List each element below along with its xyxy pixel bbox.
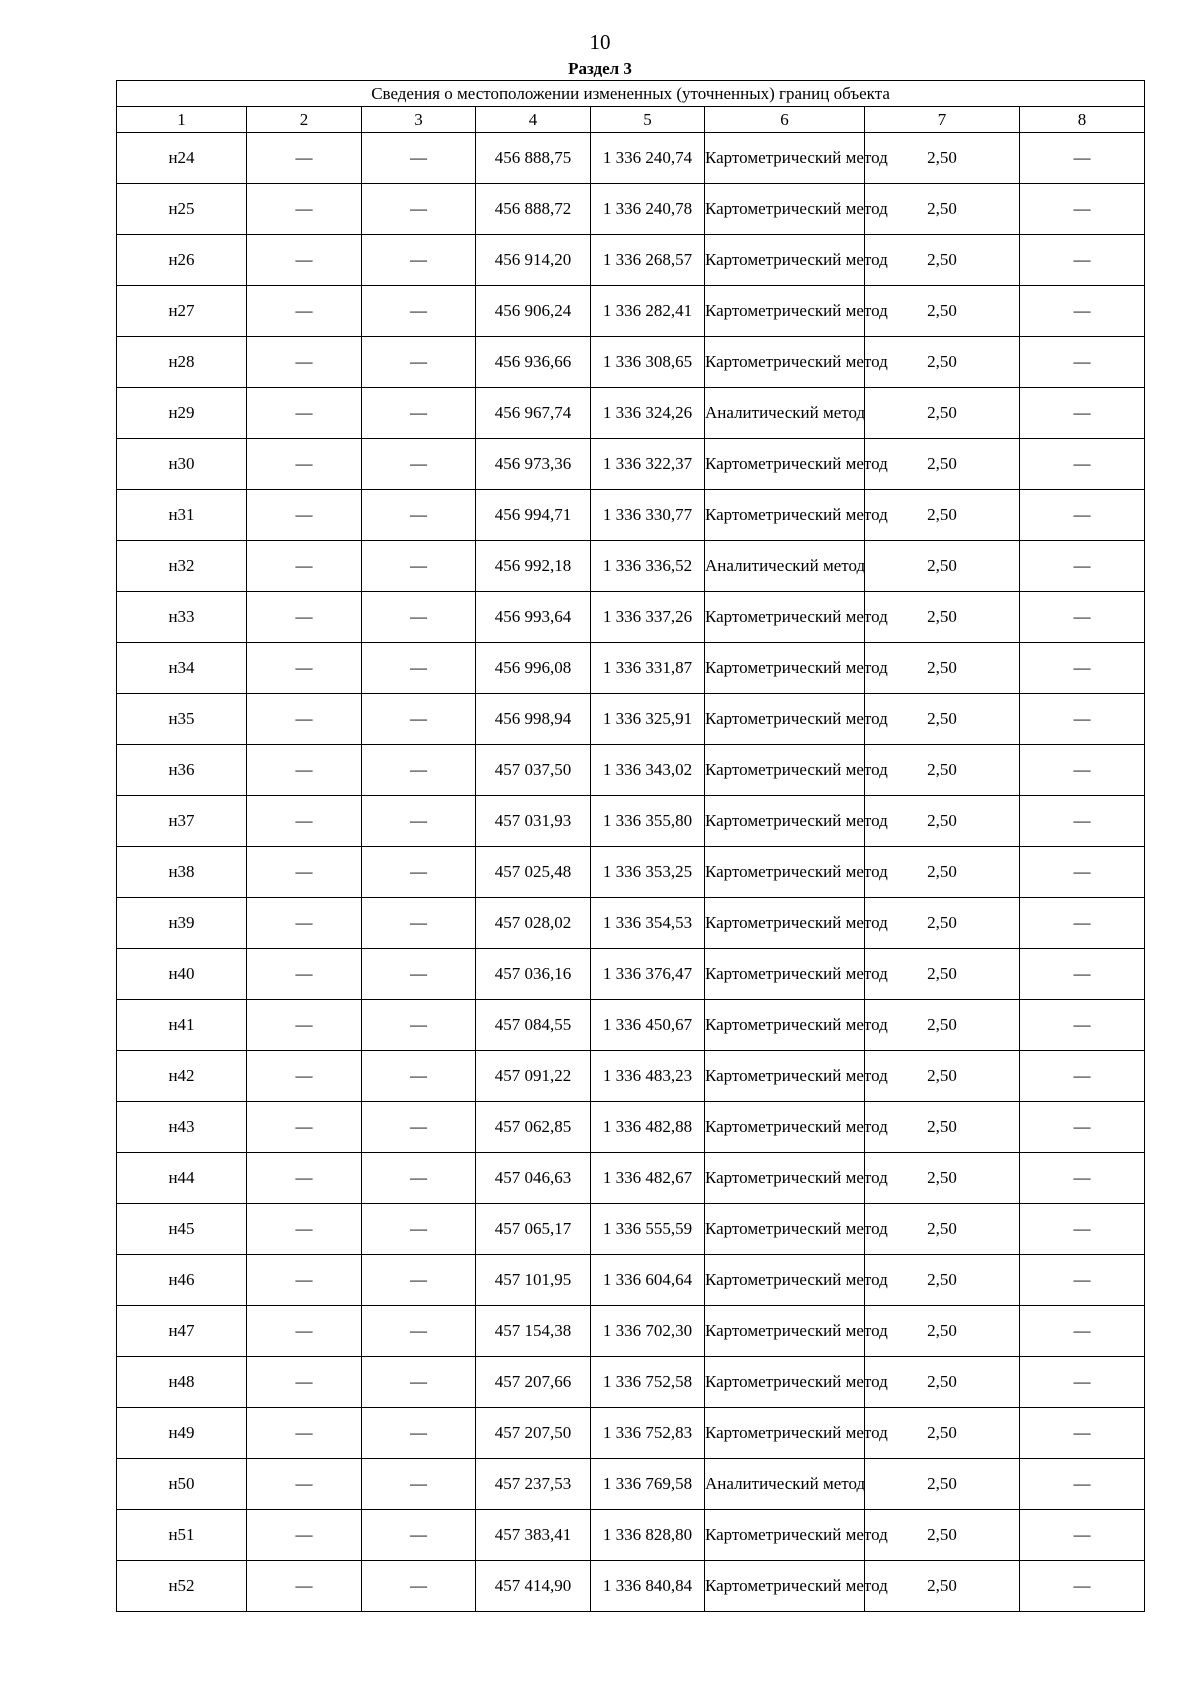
method-cell: Картометрический метод bbox=[705, 847, 865, 898]
col-3-cell: — bbox=[362, 490, 476, 541]
x-coordinate-cell: 457 207,66 bbox=[476, 1357, 591, 1408]
y-coordinate-cell: 1 336 483,23 bbox=[591, 1051, 705, 1102]
col-8-cell: — bbox=[1020, 541, 1145, 592]
point-number-cell: н25 bbox=[117, 184, 247, 235]
col-8-cell: — bbox=[1020, 745, 1145, 796]
table-row bbox=[117, 949, 1145, 1000]
table-caption: Сведения о местоположении измененных (уточненных) границ объекта bbox=[117, 81, 1145, 107]
col-2-cell: — bbox=[247, 541, 362, 592]
col-8-cell: — bbox=[1020, 1357, 1145, 1408]
col-8-cell: — bbox=[1020, 1561, 1145, 1612]
x-coordinate-cell: 457 037,50 bbox=[476, 745, 591, 796]
x-coordinate-cell: 456 993,64 bbox=[476, 592, 591, 643]
method-cell: Картометрический метод bbox=[705, 643, 865, 694]
x-coordinate-cell: 456 906,24 bbox=[476, 286, 591, 337]
accuracy-cell: 2,50 bbox=[865, 898, 1020, 949]
method-cell: Картометрический метод bbox=[705, 592, 865, 643]
x-coordinate-cell: 457 091,22 bbox=[476, 1051, 591, 1102]
col-2-cell: — bbox=[247, 1306, 362, 1357]
col-8-cell: — bbox=[1020, 1051, 1145, 1102]
col-8-cell: — bbox=[1020, 490, 1145, 541]
table-row bbox=[117, 490, 1145, 541]
col-2-cell: — bbox=[247, 1255, 362, 1306]
method-cell: Картометрический метод bbox=[705, 286, 865, 337]
point-number-cell: н27 bbox=[117, 286, 247, 337]
col-2-cell: — bbox=[247, 1000, 362, 1051]
x-coordinate-cell: 457 062,85 bbox=[476, 1102, 591, 1153]
point-number-cell: н49 bbox=[117, 1408, 247, 1459]
y-coordinate-cell: 1 336 769,58 bbox=[591, 1459, 705, 1510]
column-number: 8 bbox=[1020, 107, 1145, 133]
x-coordinate-cell: 457 383,41 bbox=[476, 1510, 591, 1561]
col-2-cell: — bbox=[247, 439, 362, 490]
y-coordinate-cell: 1 336 376,47 bbox=[591, 949, 705, 1000]
point-number-cell: н40 bbox=[117, 949, 247, 1000]
col-2-cell: — bbox=[247, 1561, 362, 1612]
point-number-cell: н42 bbox=[117, 1051, 247, 1102]
col-2-cell: — bbox=[247, 388, 362, 439]
table-row bbox=[117, 1306, 1145, 1357]
table-row bbox=[117, 1561, 1145, 1612]
accuracy-cell: 2,50 bbox=[865, 1000, 1020, 1051]
point-number-cell: н33 bbox=[117, 592, 247, 643]
table-body bbox=[117, 133, 1145, 1612]
point-number-cell: н47 bbox=[117, 1306, 247, 1357]
col-3-cell: — bbox=[362, 184, 476, 235]
col-2-cell: — bbox=[247, 1408, 362, 1459]
point-number-cell: н41 bbox=[117, 1000, 247, 1051]
col-3-cell: — bbox=[362, 1051, 476, 1102]
table-row bbox=[117, 337, 1145, 388]
col-8-cell: — bbox=[1020, 592, 1145, 643]
point-number-cell: н32 bbox=[117, 541, 247, 592]
col-8-cell: — bbox=[1020, 796, 1145, 847]
x-coordinate-cell: 456 888,72 bbox=[476, 184, 591, 235]
table-row bbox=[117, 235, 1145, 286]
table-row bbox=[117, 1510, 1145, 1561]
point-number-cell: н44 bbox=[117, 1153, 247, 1204]
point-number-cell: н45 bbox=[117, 1204, 247, 1255]
accuracy-cell: 2,50 bbox=[865, 1408, 1020, 1459]
accuracy-cell: 2,50 bbox=[865, 796, 1020, 847]
col-3-cell: — bbox=[362, 1255, 476, 1306]
x-coordinate-cell: 456 998,94 bbox=[476, 694, 591, 745]
x-coordinate-cell: 456 996,08 bbox=[476, 643, 591, 694]
point-number-cell: н36 bbox=[117, 745, 247, 796]
col-3-cell: — bbox=[362, 745, 476, 796]
point-number-cell: н50 bbox=[117, 1459, 247, 1510]
col-3-cell: — bbox=[362, 1306, 476, 1357]
method-cell: Картометрический метод bbox=[705, 745, 865, 796]
col-3-cell: — bbox=[362, 337, 476, 388]
col-8-cell: — bbox=[1020, 898, 1145, 949]
column-number-row bbox=[117, 107, 1145, 133]
method-cell: Картометрический метод bbox=[705, 796, 865, 847]
col-3-cell: — bbox=[362, 1459, 476, 1510]
y-coordinate-cell: 1 336 752,83 bbox=[591, 1408, 705, 1459]
col-2-cell: — bbox=[247, 1510, 362, 1561]
method-cell: Картометрический метод bbox=[705, 1204, 865, 1255]
accuracy-cell: 2,50 bbox=[865, 1561, 1020, 1612]
y-coordinate-cell: 1 336 330,77 bbox=[591, 490, 705, 541]
x-coordinate-cell: 457 084,55 bbox=[476, 1000, 591, 1051]
col-2-cell: — bbox=[247, 1459, 362, 1510]
x-coordinate-cell: 457 414,90 bbox=[476, 1561, 591, 1612]
y-coordinate-cell: 1 336 355,80 bbox=[591, 796, 705, 847]
point-number-cell: н43 bbox=[117, 1102, 247, 1153]
col-8-cell: — bbox=[1020, 1255, 1145, 1306]
point-number-cell: н31 bbox=[117, 490, 247, 541]
col-8-cell: — bbox=[1020, 694, 1145, 745]
x-coordinate-cell: 457 101,95 bbox=[476, 1255, 591, 1306]
col-8-cell: — bbox=[1020, 1510, 1145, 1561]
y-coordinate-cell: 1 336 604,64 bbox=[591, 1255, 705, 1306]
method-cell: Картометрический метод bbox=[705, 1561, 865, 1612]
col-2-cell: — bbox=[247, 592, 362, 643]
y-coordinate-cell: 1 336 354,53 bbox=[591, 898, 705, 949]
method-cell: Картометрический метод bbox=[705, 1357, 865, 1408]
col-8-cell: — bbox=[1020, 286, 1145, 337]
method-cell: Картометрический метод bbox=[705, 133, 865, 184]
accuracy-cell: 2,50 bbox=[865, 745, 1020, 796]
method-cell: Картометрический метод bbox=[705, 235, 865, 286]
y-coordinate-cell: 1 336 482,67 bbox=[591, 1153, 705, 1204]
page-number: 10 bbox=[589, 30, 611, 54]
y-coordinate-cell: 1 336 324,26 bbox=[591, 388, 705, 439]
col-2-cell: — bbox=[247, 133, 362, 184]
table-row bbox=[117, 286, 1145, 337]
point-number-cell: н34 bbox=[117, 643, 247, 694]
table-row bbox=[117, 1357, 1145, 1408]
accuracy-cell: 2,50 bbox=[865, 337, 1020, 388]
col-3-cell: — bbox=[362, 1357, 476, 1408]
col-8-cell: — bbox=[1020, 1000, 1145, 1051]
point-number-cell: н24 bbox=[117, 133, 247, 184]
accuracy-cell: 2,50 bbox=[865, 694, 1020, 745]
table-row bbox=[117, 898, 1145, 949]
table-row bbox=[117, 388, 1145, 439]
method-cell: Картометрический метод bbox=[705, 439, 865, 490]
col-2-cell: — bbox=[247, 286, 362, 337]
x-coordinate-cell: 456 914,20 bbox=[476, 235, 591, 286]
col-2-cell: — bbox=[247, 184, 362, 235]
col-3-cell: — bbox=[362, 1561, 476, 1612]
col-8-cell: — bbox=[1020, 1459, 1145, 1510]
table-row bbox=[117, 1102, 1145, 1153]
col-8-cell: — bbox=[1020, 643, 1145, 694]
x-coordinate-cell: 457 154,38 bbox=[476, 1306, 591, 1357]
method-cell: Картометрический метод bbox=[705, 337, 865, 388]
col-2-cell: — bbox=[247, 1102, 362, 1153]
y-coordinate-cell: 1 336 840,84 bbox=[591, 1561, 705, 1612]
accuracy-cell: 2,50 bbox=[865, 592, 1020, 643]
point-number-cell: н26 bbox=[117, 235, 247, 286]
method-cell: Картометрический метод bbox=[705, 1255, 865, 1306]
col-3-cell: — bbox=[362, 1204, 476, 1255]
point-number-cell: н51 bbox=[117, 1510, 247, 1561]
col-2-cell: — bbox=[247, 1051, 362, 1102]
point-number-cell: н29 bbox=[117, 388, 247, 439]
y-coordinate-cell: 1 336 353,25 bbox=[591, 847, 705, 898]
y-coordinate-cell: 1 336 828,80 bbox=[591, 1510, 705, 1561]
method-cell: Аналитический метод bbox=[705, 388, 865, 439]
col-8-cell: — bbox=[1020, 1102, 1145, 1153]
x-coordinate-cell: 456 994,71 bbox=[476, 490, 591, 541]
accuracy-cell: 2,50 bbox=[865, 1255, 1020, 1306]
method-cell: Картометрический метод bbox=[705, 1306, 865, 1357]
point-number-cell: н37 bbox=[117, 796, 247, 847]
method-cell: Картометрический метод bbox=[705, 490, 865, 541]
y-coordinate-cell: 1 336 325,91 bbox=[591, 694, 705, 745]
col-2-cell: — bbox=[247, 490, 362, 541]
col-3-cell: — bbox=[362, 796, 476, 847]
y-coordinate-cell: 1 336 282,41 bbox=[591, 286, 705, 337]
x-coordinate-cell: 457 065,17 bbox=[476, 1204, 591, 1255]
method-cell: Аналитический метод bbox=[705, 1459, 865, 1510]
accuracy-cell: 2,50 bbox=[865, 235, 1020, 286]
accuracy-cell: 2,50 bbox=[865, 1204, 1020, 1255]
y-coordinate-cell: 1 336 752,58 bbox=[591, 1357, 705, 1408]
col-8-cell: — bbox=[1020, 1408, 1145, 1459]
method-cell: Картометрический метод bbox=[705, 694, 865, 745]
col-3-cell: — bbox=[362, 1510, 476, 1561]
accuracy-cell: 2,50 bbox=[865, 847, 1020, 898]
col-2-cell: — bbox=[247, 1153, 362, 1204]
y-coordinate-cell: 1 336 308,65 bbox=[591, 337, 705, 388]
method-cell: Картометрический метод bbox=[705, 184, 865, 235]
point-number-cell: н28 bbox=[117, 337, 247, 388]
point-number-cell: н38 bbox=[117, 847, 247, 898]
col-3-cell: — bbox=[362, 1000, 476, 1051]
column-number: 5 bbox=[591, 107, 705, 133]
accuracy-cell: 2,50 bbox=[865, 133, 1020, 184]
method-cell: Картометрический метод bbox=[705, 1102, 865, 1153]
col-3-cell: — bbox=[362, 235, 476, 286]
col-3-cell: — bbox=[362, 643, 476, 694]
y-coordinate-cell: 1 336 482,88 bbox=[591, 1102, 705, 1153]
accuracy-cell: 2,50 bbox=[865, 541, 1020, 592]
y-coordinate-cell: 1 336 343,02 bbox=[591, 745, 705, 796]
col-3-cell: — bbox=[362, 847, 476, 898]
col-2-cell: — bbox=[247, 1357, 362, 1408]
col-3-cell: — bbox=[362, 541, 476, 592]
table-row bbox=[117, 1255, 1145, 1306]
table-row bbox=[117, 184, 1145, 235]
col-2-cell: — bbox=[247, 694, 362, 745]
method-cell: Картометрический метод bbox=[705, 1153, 865, 1204]
col-3-cell: — bbox=[362, 1408, 476, 1459]
col-8-cell: — bbox=[1020, 133, 1145, 184]
table-row bbox=[117, 1153, 1145, 1204]
y-coordinate-cell: 1 336 450,67 bbox=[591, 1000, 705, 1051]
point-number-cell: н39 bbox=[117, 898, 247, 949]
col-8-cell: — bbox=[1020, 949, 1145, 1000]
col-8-cell: — bbox=[1020, 439, 1145, 490]
point-number-cell: н35 bbox=[117, 694, 247, 745]
col-2-cell: — bbox=[247, 337, 362, 388]
column-number: 3 bbox=[362, 107, 476, 133]
point-number-cell: н30 bbox=[117, 439, 247, 490]
table-row bbox=[117, 745, 1145, 796]
accuracy-cell: 2,50 bbox=[865, 286, 1020, 337]
boundary-coordinates-table bbox=[116, 80, 1145, 1612]
col-3-cell: — bbox=[362, 898, 476, 949]
method-cell: Картометрический метод bbox=[705, 1000, 865, 1051]
col-2-cell: — bbox=[247, 1204, 362, 1255]
section-title: Раздел 3 bbox=[568, 59, 632, 78]
accuracy-cell: 2,50 bbox=[865, 949, 1020, 1000]
table-row bbox=[117, 694, 1145, 745]
table-row bbox=[117, 133, 1145, 184]
col-8-cell: — bbox=[1020, 184, 1145, 235]
col-3-cell: — bbox=[362, 1102, 476, 1153]
table-row bbox=[117, 847, 1145, 898]
accuracy-cell: 2,50 bbox=[865, 1306, 1020, 1357]
col-8-cell: — bbox=[1020, 388, 1145, 439]
x-coordinate-cell: 457 028,02 bbox=[476, 898, 591, 949]
col-2-cell: — bbox=[247, 235, 362, 286]
table-row bbox=[117, 1051, 1145, 1102]
col-2-cell: — bbox=[247, 898, 362, 949]
col-3-cell: — bbox=[362, 592, 476, 643]
accuracy-cell: 2,50 bbox=[865, 388, 1020, 439]
method-cell: Картометрический метод bbox=[705, 1510, 865, 1561]
accuracy-cell: 2,50 bbox=[865, 1051, 1020, 1102]
accuracy-cell: 2,50 bbox=[865, 1510, 1020, 1561]
table-row bbox=[117, 643, 1145, 694]
y-coordinate-cell: 1 336 240,74 bbox=[591, 133, 705, 184]
method-cell: Картометрический метод bbox=[705, 1051, 865, 1102]
col-2-cell: — bbox=[247, 949, 362, 1000]
table-row bbox=[117, 592, 1145, 643]
table-row bbox=[117, 796, 1145, 847]
col-8-cell: — bbox=[1020, 337, 1145, 388]
col-3-cell: — bbox=[362, 286, 476, 337]
x-coordinate-cell: 456 888,75 bbox=[476, 133, 591, 184]
table-row bbox=[117, 1204, 1145, 1255]
col-3-cell: — bbox=[362, 1153, 476, 1204]
column-number: 4 bbox=[476, 107, 591, 133]
accuracy-cell: 2,50 bbox=[865, 1102, 1020, 1153]
accuracy-cell: 2,50 bbox=[865, 184, 1020, 235]
y-coordinate-cell: 1 336 240,78 bbox=[591, 184, 705, 235]
y-coordinate-cell: 1 336 331,87 bbox=[591, 643, 705, 694]
table-row bbox=[117, 1408, 1145, 1459]
col-2-cell: — bbox=[247, 847, 362, 898]
y-coordinate-cell: 1 336 268,57 bbox=[591, 235, 705, 286]
x-coordinate-cell: 457 207,50 bbox=[476, 1408, 591, 1459]
x-coordinate-cell: 456 936,66 bbox=[476, 337, 591, 388]
point-number-cell: н46 bbox=[117, 1255, 247, 1306]
x-coordinate-cell: 457 025,48 bbox=[476, 847, 591, 898]
col-3-cell: — bbox=[362, 949, 476, 1000]
column-number: 1 bbox=[117, 107, 247, 133]
col-8-cell: — bbox=[1020, 1204, 1145, 1255]
point-number-cell: н48 bbox=[117, 1357, 247, 1408]
col-2-cell: — bbox=[247, 796, 362, 847]
table-row bbox=[117, 439, 1145, 490]
point-number-cell: н52 bbox=[117, 1561, 247, 1612]
y-coordinate-cell: 1 336 555,59 bbox=[591, 1204, 705, 1255]
accuracy-cell: 2,50 bbox=[865, 1153, 1020, 1204]
col-8-cell: — bbox=[1020, 235, 1145, 286]
method-cell: Картометрический метод bbox=[705, 898, 865, 949]
accuracy-cell: 2,50 bbox=[865, 439, 1020, 490]
table-row bbox=[117, 541, 1145, 592]
col-8-cell: — bbox=[1020, 1153, 1145, 1204]
y-coordinate-cell: 1 336 322,37 bbox=[591, 439, 705, 490]
col-8-cell: — bbox=[1020, 847, 1145, 898]
col-3-cell: — bbox=[362, 694, 476, 745]
x-coordinate-cell: 457 046,63 bbox=[476, 1153, 591, 1204]
accuracy-cell: 2,50 bbox=[865, 1459, 1020, 1510]
column-number: 2 bbox=[247, 107, 362, 133]
table-row bbox=[117, 1000, 1145, 1051]
col-3-cell: — bbox=[362, 388, 476, 439]
method-cell: Аналитический метод bbox=[705, 541, 865, 592]
x-coordinate-cell: 456 973,36 bbox=[476, 439, 591, 490]
accuracy-cell: 2,50 bbox=[865, 490, 1020, 541]
x-coordinate-cell: 456 992,18 bbox=[476, 541, 591, 592]
x-coordinate-cell: 457 237,53 bbox=[476, 1459, 591, 1510]
x-coordinate-cell: 457 031,93 bbox=[476, 796, 591, 847]
col-3-cell: — bbox=[362, 133, 476, 184]
method-cell: Картометрический метод bbox=[705, 1408, 865, 1459]
x-coordinate-cell: 456 967,74 bbox=[476, 388, 591, 439]
column-number: 6 bbox=[705, 107, 865, 133]
column-number: 7 bbox=[865, 107, 1020, 133]
col-2-cell: — bbox=[247, 745, 362, 796]
table-row bbox=[117, 1459, 1145, 1510]
method-cell: Картометрический метод bbox=[705, 949, 865, 1000]
y-coordinate-cell: 1 336 337,26 bbox=[591, 592, 705, 643]
col-2-cell: — bbox=[247, 643, 362, 694]
col-3-cell: — bbox=[362, 439, 476, 490]
col-8-cell: — bbox=[1020, 1306, 1145, 1357]
accuracy-cell: 2,50 bbox=[865, 643, 1020, 694]
x-coordinate-cell: 457 036,16 bbox=[476, 949, 591, 1000]
y-coordinate-cell: 1 336 702,30 bbox=[591, 1306, 705, 1357]
accuracy-cell: 2,50 bbox=[865, 1357, 1020, 1408]
y-coordinate-cell: 1 336 336,52 bbox=[591, 541, 705, 592]
